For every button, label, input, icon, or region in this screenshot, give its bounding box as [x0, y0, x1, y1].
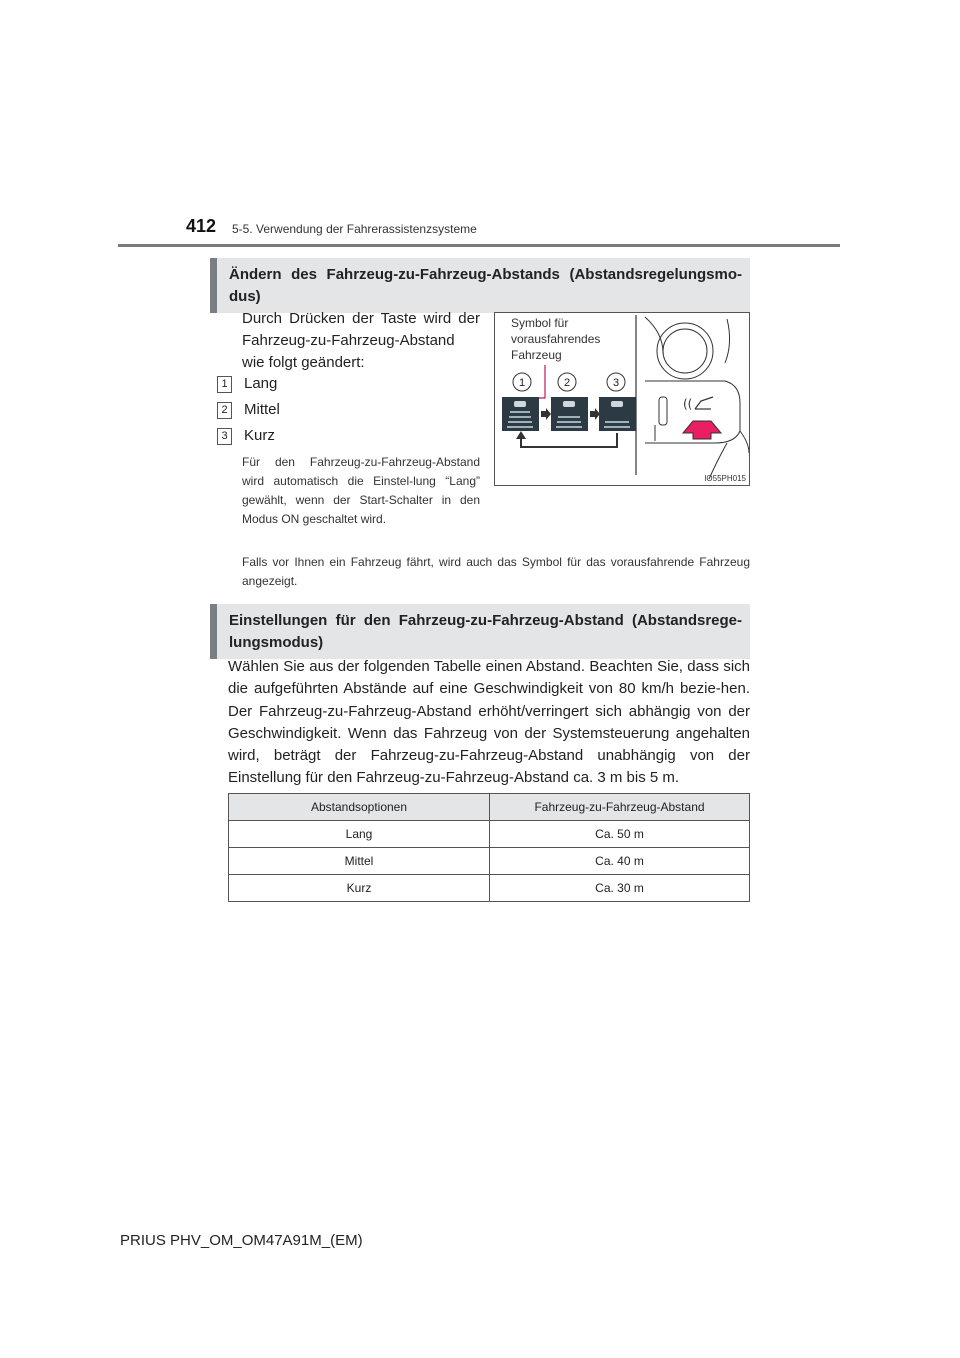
table-cell: Mittel [229, 848, 490, 875]
list-item-label: Mittel [244, 401, 280, 418]
table-cell: Kurz [229, 875, 490, 902]
number-badge: 1 [217, 376, 232, 393]
circled-number-3 [607, 373, 625, 391]
list-item [217, 401, 280, 421]
table-row [229, 821, 750, 848]
arrow-right-icon [541, 408, 551, 420]
running-head: 5-5. Verwendung der Fahrerassistenzsysteme [232, 222, 477, 236]
arrow-right-icon [590, 408, 600, 420]
table-row [229, 848, 750, 875]
note-default-setting: Für den Fahrzeug-zu-Fahrzeug-Abstand wird automatisch die Einstel-lung “Lang” gewählt, wenn der Start-Schalter in den Modus ON geschaltet wird. [242, 455, 480, 526]
svg-text:1: 1 [518, 377, 526, 389]
number-badge: 3 [217, 428, 232, 445]
settings-paragraph: Wählen Sie aus der folgenden Tabelle einen Abstand. Beachten Sie, dass sich die aufgeführten Abstände auf eine Geschwindigkeit von 80 km/h bezie-hen. Der Fahrzeug-zu-Fahrzeug-Abstand erhöht/verringert sich abhängig von der Geschwindigkeit. Wenn das Fahrzeug von der Systemsteuerung angehalten wird, beträgt der Fahrzeug-zu-Fahrzeug-Abstand unabhängig von der Einstellung für den Fahrzeug-zu-Fahrzeug-Abstand ca. 3 m bis 5 m. [228, 658, 750, 787]
distance-button-figure [494, 312, 750, 486]
distance-icon-short [599, 397, 636, 431]
steering-switch-illustration [645, 317, 749, 479]
number-badge: 2 [217, 402, 232, 419]
table-row [229, 875, 750, 902]
press-arrow-icon [683, 421, 721, 439]
list-item-label: Kurz [244, 427, 275, 444]
distance-icon-long [502, 397, 539, 431]
figure-label: Symbol für vorausfahrendes Fahrzeug [511, 316, 601, 362]
svg-text:2: 2 [563, 377, 571, 389]
table-cell: Ca. 30 m [490, 875, 750, 902]
section-heading-distance-settings: Einstellungen für den Fahrzeug-zu-Fahrzeug-Abstand (Abstandsrege-lungsmodus) [210, 604, 750, 659]
header-rule [118, 244, 840, 247]
list-item [217, 427, 275, 447]
figure-code: IO55PH015 [704, 474, 746, 483]
intro-paragraph: Durch Drücken der Taste wird der Fahrzeug-zu-Fahrzeug-Abstand wie folgt geändert: [242, 310, 480, 371]
table-header-row [229, 794, 750, 821]
table-cell: Lang [229, 821, 490, 848]
distance-table [228, 793, 750, 902]
list-item [217, 375, 277, 395]
circled-number-2 [558, 373, 576, 391]
note-vehicle-symbol: Falls vor Ihnen ein Fahrzeug fährt, wird auch das Symbol für das vorausfahrende Fahrzeug angezeigt. [242, 555, 750, 588]
page-number: 412 [186, 216, 217, 236]
table-cell: Ca. 50 m [490, 821, 750, 848]
svg-text:3: 3 [612, 377, 620, 389]
figure-illustration [495, 313, 749, 485]
section-heading-distance-change: Ändern des Fahrzeug-zu-Fahrzeug-Abstands (Abstandsregelungsmo-dus) [210, 258, 750, 313]
distance-button-icon [683, 397, 713, 411]
arrow-up-icon [516, 431, 526, 439]
cycle-arrow [521, 433, 617, 447]
svg-text:((: (( [683, 397, 693, 411]
table-header: Abstandsoptionen [229, 794, 490, 821]
list-item-label: Lang [244, 375, 278, 392]
table-header: Fahrzeug-zu-Fahrzeug-Abstand [490, 794, 750, 821]
distance-icon-medium [551, 397, 588, 431]
circled-number-1 [513, 373, 531, 391]
table-cell: Ca. 40 m [490, 848, 750, 875]
footer-doc-code: PRIUS PHV_OM_OM47A91M_(EM) [120, 1232, 363, 1249]
